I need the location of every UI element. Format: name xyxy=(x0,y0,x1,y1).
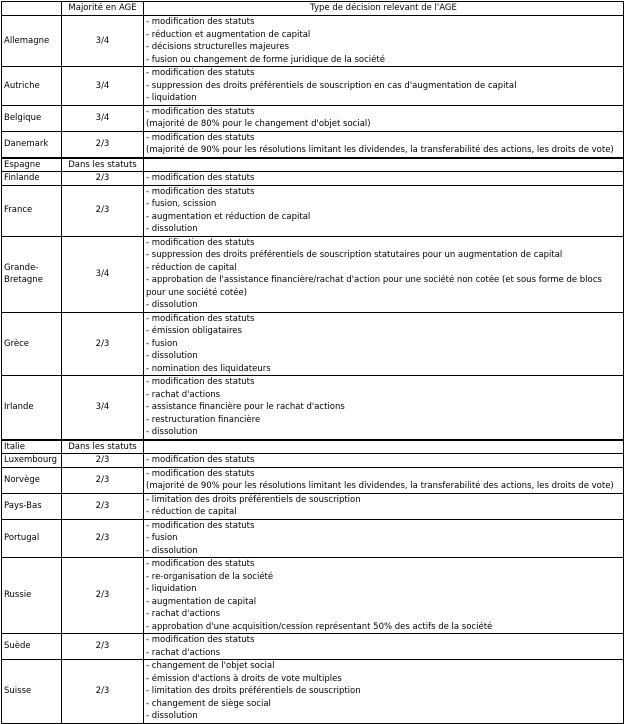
decision-type-cell xyxy=(144,67,624,106)
table-row xyxy=(2,236,624,312)
decision-item xyxy=(146,159,621,172)
decision-item: - liquidation xyxy=(146,584,197,594)
decision-item: - modification des statuts xyxy=(146,17,255,27)
decision-item: - modification des statuts xyxy=(146,377,255,387)
decision-item: - dissolution xyxy=(146,711,198,721)
decision-type-cell xyxy=(144,158,624,172)
table-row xyxy=(2,440,624,454)
decision-item: - modification des statuts xyxy=(146,68,255,78)
table-row xyxy=(2,376,624,440)
decision-type-cell xyxy=(144,634,624,660)
decision-item: - modification des statuts xyxy=(146,313,255,324)
decision-item: - limitation des droits préférentiels de souscription xyxy=(146,494,361,505)
decision-item: - augmentation et réduction de capital xyxy=(146,211,311,222)
majority-cell: 2/3 xyxy=(62,467,144,493)
header-country xyxy=(2,2,62,16)
decision-item: - rachat d'actions xyxy=(146,647,221,658)
country-cell: Grèce xyxy=(2,312,62,376)
decision-type-cell xyxy=(144,105,624,131)
majority-cell: 2/3 xyxy=(62,131,144,158)
decision-item: - liquidation xyxy=(146,93,197,103)
table-row xyxy=(2,558,624,634)
decision-item: - modification des statuts xyxy=(146,186,255,197)
country-cell: Italie xyxy=(2,440,62,454)
decision-item: - dissolution xyxy=(146,224,198,234)
country-cell: Luxembourg xyxy=(2,454,62,468)
decision-item: - augmentation de capital xyxy=(146,596,257,607)
decision-item: - limitation des droits préférentiels de souscription xyxy=(146,686,361,696)
country-cell: Finlande xyxy=(2,172,62,186)
decision-item: - assistance financière pour le rachat d'actions xyxy=(146,402,345,412)
decision-type-cell xyxy=(144,185,624,236)
decision-item: - réduction de capital xyxy=(146,262,237,273)
decision-type-cell xyxy=(144,454,624,468)
country-cell: Irlande xyxy=(2,376,62,440)
decision-item: - fusion xyxy=(146,533,178,543)
decision-item: - modification des statuts xyxy=(146,132,255,143)
decision-item: - suppression des droits préférentiels de souscription statutaires pour un augmentation de capital xyxy=(146,250,563,260)
decision-item: - réduction de capital xyxy=(146,507,237,517)
decision-item: (majorité de 80% pour le changement d'objet social) xyxy=(146,119,371,129)
decision-item: - modification des statuts xyxy=(146,520,255,531)
decision-item: - modification des statuts xyxy=(146,468,255,479)
decision-type-cell xyxy=(144,440,624,454)
decision-item: - décisions structurelles majeures xyxy=(146,42,290,52)
majority-cell: 2/3 xyxy=(62,660,144,724)
table-row xyxy=(2,105,624,131)
decision-item xyxy=(146,441,621,454)
majority-cell: 2/3 xyxy=(62,312,144,376)
decision-item: - nomination des liquidateurs xyxy=(146,363,271,374)
majority-cell: 3/4 xyxy=(62,67,144,106)
country-cell: Pays-Bas xyxy=(2,493,62,519)
decision-item: - fusion, scission xyxy=(146,199,217,209)
majority-cell: 3/4 xyxy=(62,105,144,131)
decision-item: - modification des statuts xyxy=(146,173,255,183)
majority-cell: 2/3 xyxy=(62,634,144,660)
table-row xyxy=(2,493,624,519)
decision-item: - émission d'actions à droits de vote multiples xyxy=(146,673,342,684)
decision-type-cell xyxy=(144,467,624,493)
table-row xyxy=(2,660,624,724)
country-cell: Danemark xyxy=(2,131,62,158)
decision-item: - re-organisation de la société xyxy=(146,571,274,582)
table-row xyxy=(2,519,624,558)
table-row xyxy=(2,16,624,67)
decision-item: - approbation d'une acquisition/cession représentant 50% des actifs de la société xyxy=(146,621,493,632)
table-row xyxy=(2,172,624,186)
majority-cell: 3/4 xyxy=(62,16,144,67)
decision-type-cell xyxy=(144,16,624,67)
country-cell: Portugal xyxy=(2,519,62,558)
country-cell: Belgique xyxy=(2,105,62,131)
decision-item: - changement de siège social xyxy=(146,698,271,709)
decision-item: - modification des statuts xyxy=(146,237,255,248)
country-cell: Grande-Bretagne xyxy=(2,236,62,312)
country-cell: Espagne xyxy=(2,158,62,172)
decision-item: - réduction et augmentation de capital xyxy=(146,29,311,40)
table-body xyxy=(2,16,624,724)
country-cell: Suisse xyxy=(2,660,62,724)
decision-type-cell xyxy=(144,236,624,312)
decision-item: - approbation de l'assistance financière/rachat d'action pour une société non cotée (et sous forme de blocs pour une société cotée) xyxy=(146,275,602,298)
country-cell: Norvège xyxy=(2,467,62,493)
decision-item: - modification des statuts xyxy=(146,559,255,569)
decision-item: - émission obligataires xyxy=(146,326,242,336)
decision-type-cell xyxy=(144,558,624,634)
country-cell: France xyxy=(2,185,62,236)
age-majority-table xyxy=(1,1,624,724)
decision-item: - rachat d'actions xyxy=(146,609,221,619)
decision-item: (majorité de 90% pour les résolutions limitant les dividendes, la transferabilité des actions, les droits de vote) xyxy=(146,145,614,155)
table-row xyxy=(2,185,624,236)
decision-type-cell xyxy=(144,172,624,186)
table-row xyxy=(2,634,624,660)
decision-type-cell xyxy=(144,376,624,440)
decision-item: - modification des statuts xyxy=(146,106,255,117)
table-row xyxy=(2,454,624,468)
majority-cell: 2/3 xyxy=(62,519,144,558)
country-cell: Autriche xyxy=(2,67,62,106)
table-header-row xyxy=(2,2,624,16)
decision-type-cell xyxy=(144,131,624,158)
majority-cell: Dans les statuts xyxy=(62,440,144,454)
decision-type-cell xyxy=(144,519,624,558)
decision-item: - rachat d'actions xyxy=(146,389,221,400)
decision-item: - dissolution xyxy=(146,427,198,437)
decision-item: - suppression des droits préférentiels de souscription en cas d'augmentation de capital xyxy=(146,80,517,91)
header-majority: Majorité en AGE xyxy=(62,2,144,16)
decision-item: - fusion ou changement de forme juridique de la société xyxy=(146,54,385,65)
majority-cell: 2/3 xyxy=(62,172,144,186)
decision-item: - modification des statuts xyxy=(146,635,255,645)
decision-item: - dissolution xyxy=(146,300,198,310)
country-cell: Russie xyxy=(2,558,62,634)
majority-cell: 3/4 xyxy=(62,236,144,312)
decision-type-cell xyxy=(144,312,624,376)
country-cell: Allemagne xyxy=(2,16,62,67)
table-row xyxy=(2,467,624,493)
header-decision-type: Type de décision relevant de l'AGE xyxy=(144,2,624,16)
decision-item: (majorité de 90% pour les résolutions limitant les dividendes, la transferabilité des actions, les droits de vote) xyxy=(146,481,614,491)
majority-cell: 2/3 xyxy=(62,558,144,634)
decision-type-cell xyxy=(144,660,624,724)
decision-item: - fusion xyxy=(146,338,178,349)
majority-cell: 2/3 xyxy=(62,185,144,236)
decision-item: - modification des statuts xyxy=(146,455,255,465)
majority-cell: Dans les statuts xyxy=(62,158,144,172)
majority-cell: 2/3 xyxy=(62,454,144,468)
table-row xyxy=(2,131,624,158)
table-row xyxy=(2,312,624,376)
table-row xyxy=(2,158,624,172)
decision-item: - changement de l'objet social xyxy=(146,661,275,671)
majority-cell: 3/4 xyxy=(62,376,144,440)
majority-cell: 2/3 xyxy=(62,493,144,519)
decision-item: - dissolution xyxy=(146,545,198,556)
decision-item: - dissolution xyxy=(146,351,198,361)
decision-type-cell xyxy=(144,493,624,519)
decision-item: - restructuration financière xyxy=(146,414,261,425)
table-row xyxy=(2,67,624,106)
country-cell: Suède xyxy=(2,634,62,660)
